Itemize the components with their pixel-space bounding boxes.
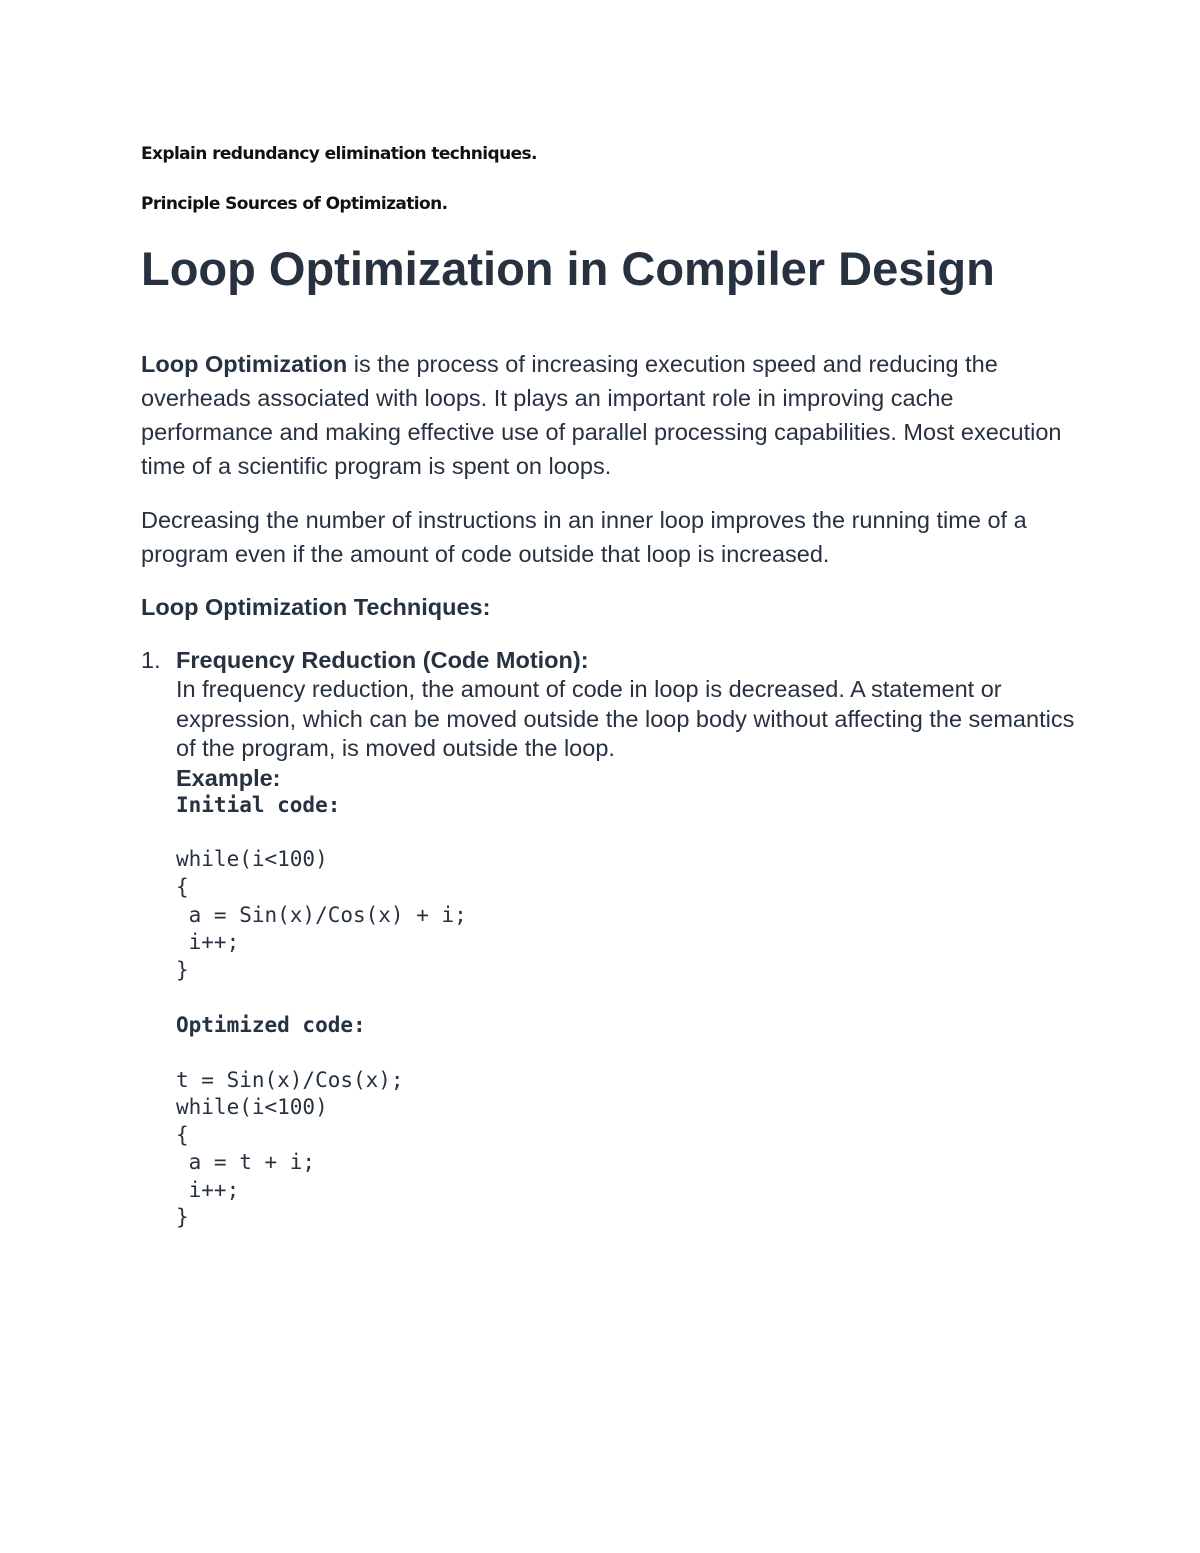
- optimized-code-line: {: [176, 1123, 189, 1147]
- intro-paragraph: [141, 347, 1081, 483]
- initial-code-line: }: [176, 958, 189, 982]
- optimized-code-line: i++;: [176, 1178, 240, 1202]
- optimized-code-line: t = Sin(x)/Cos(x);: [176, 1068, 404, 1092]
- question-redundancy-elimination: Explain redundancy elimination techniques.: [141, 144, 537, 164]
- list-number: 1.: [141, 647, 161, 673]
- initial-code-line: while(i<100): [176, 847, 328, 871]
- techniques-heading: Loop Optimization Techniques:: [141, 594, 491, 620]
- initial-code-line: a = Sin(x)/Cos(x) + i;: [176, 903, 467, 927]
- initial-code-label: Initial code:: [176, 793, 341, 817]
- page-title: Loop Optimization in Compiler Design: [141, 242, 995, 295]
- optimized-code-label: Optimized code:: [176, 1013, 366, 1037]
- question-principle-sources: Principle Sources of Optimization.: [141, 194, 448, 214]
- example-label: Example:: [176, 765, 281, 791]
- intro-term: Loop Optimization: [141, 351, 348, 377]
- inner-loop-paragraph: Decreasing the number of instructions in an inner loop improves the running time of a program even if the amount of code outside that loop is increased.: [141, 507, 1027, 567]
- optimized-code-line: }: [176, 1205, 189, 1229]
- technique-description: In frequency reduction, the amount of code in loop is decreased. A statement or expression, which can be moved outside the loop body without affecting the semantics of the program, is moved outside the loop.: [176, 676, 1075, 761]
- optimized-code-line: a = t + i;: [176, 1150, 316, 1174]
- optimized-code-line: while(i<100): [176, 1095, 328, 1119]
- intro-text: is the process of increasing execution speed and reducing the overheads associated with loops. It plays an important role in improving cache performance and making effective use of parallel processing capabilities. Most execution time of a scientific program is spent on loops.: [141, 351, 1062, 479]
- initial-code-line: i++;: [176, 930, 240, 954]
- technique-heading: Frequency Reduction (Code Motion):: [176, 647, 589, 673]
- initial-code-line: {: [176, 875, 189, 899]
